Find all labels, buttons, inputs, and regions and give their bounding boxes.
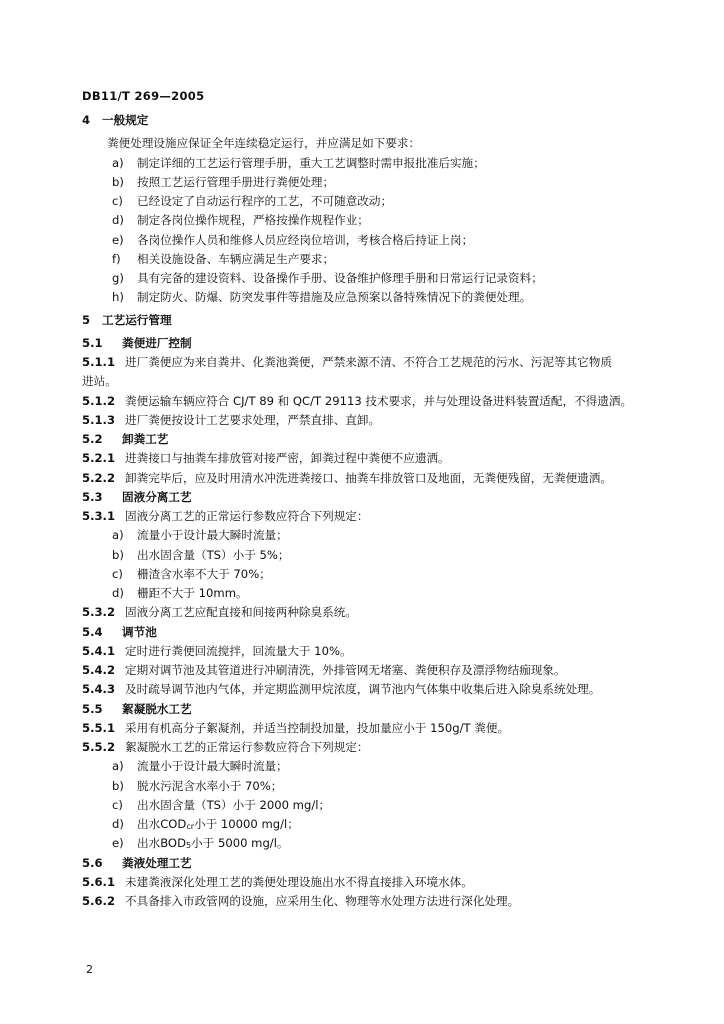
list-marker: c) [112, 194, 123, 208]
list-item [82, 250, 662, 269]
subsection-5-6-heading [82, 854, 662, 873]
list-text: 制定各岗位操作规程，严格按操作规程作业； [137, 213, 369, 228]
list-text: 出水固含量（TS）小于 5%； [137, 547, 290, 562]
page-number: 2 [86, 963, 93, 976]
list-marker: d) [112, 213, 124, 228]
clause-5-3-1 [82, 507, 662, 526]
section-title: 一般规定 [102, 113, 149, 127]
clause-5-1-2 [82, 392, 662, 411]
subsection-title: 粪便进厂控制 [122, 335, 192, 350]
subsection-5-2-heading [82, 430, 662, 449]
clause-number: 5.1.1 [82, 355, 116, 369]
document-body [82, 111, 662, 911]
subsection-5-1-heading [82, 334, 662, 353]
list-marker: a) [112, 155, 124, 170]
clause-number: 5.1.3 [82, 412, 116, 427]
clause-number: 5.4.3 [82, 682, 116, 697]
list-marker: b) [112, 778, 124, 793]
list-marker: b) [112, 174, 124, 189]
subsection-5-3-heading [82, 488, 662, 507]
list-text: 制定防火、防爆、防突发事件等措施及应急预案以备特殊情况下的粪便处理。 [137, 290, 532, 305]
list-text: 已经设定了自动运行程序的工艺，不可随意改动； [137, 194, 393, 208]
clause-5-4-3 [82, 680, 662, 699]
list-marker: b) [112, 547, 124, 562]
clause-text: 絮凝脱水工艺的正常运行参数应符合下列规定： [125, 740, 369, 754]
clause-5-2-1 [82, 449, 662, 468]
list-item [82, 269, 662, 288]
section-4-list [82, 154, 662, 308]
list-marker: d) [112, 817, 124, 831]
clause-number: 5.5.2 [82, 740, 116, 754]
list-item [82, 154, 662, 173]
list-marker: d) [112, 586, 124, 600]
clause-number: 5.4.1 [82, 643, 116, 658]
list-item [82, 815, 662, 834]
subsection-number: 5.6 [82, 855, 103, 870]
list-item [82, 526, 662, 545]
list-item [82, 288, 662, 307]
section-4-heading [82, 111, 662, 130]
clause-5-5-2 [82, 738, 662, 757]
clause-5-6-2 [82, 892, 662, 911]
list-item [82, 173, 662, 192]
list-text-post: 小于 5000 mg/l。 [191, 836, 289, 851]
list-text: 相关设施设备、车辆应满足生产要求； [137, 251, 335, 266]
list-text-post: 小于 10000 mg/l； [194, 817, 299, 831]
subsection-title: 调节池 [122, 624, 157, 639]
list-text: 脱水污泥含水率小于 70%； [137, 778, 283, 793]
list-text: 各岗位操作人员和维修人员应经岗位培训，考核合格后持证上岗； [137, 232, 474, 247]
standard-code: DB11/T 269—2005 [82, 89, 205, 103]
clause-5-5-1 [82, 719, 662, 738]
list-marker: e) [112, 836, 124, 851]
clause-number: 5.3.2 [82, 605, 116, 620]
list-text: 栅距不大于 10mm。 [137, 586, 248, 600]
clause-text: 进粪接口与抽粪车排放管对接严密，卸粪过程中粪便不应遗洒。 [125, 451, 450, 466]
clause-5-1-1 [82, 353, 662, 372]
clause-text: 粪便运输车辆应符合 CJ/T 89 和 QC/T 29113 技术要求，并与处理设备进料装置适配，不得遗洒。 [125, 393, 633, 408]
clause-5-5-2-list [82, 757, 662, 853]
clause-5-2-2 [82, 469, 662, 488]
subsection-number: 5.3 [82, 489, 103, 504]
subsection-5-5-heading [82, 700, 662, 719]
subscript: 5 [186, 841, 192, 851]
list-item [82, 796, 662, 815]
list-item [82, 211, 662, 230]
list-marker: g) [112, 271, 124, 285]
list-text: 流量小于设计最大瞬时流量； [137, 759, 288, 774]
list-text-pre: 出水COD [137, 817, 187, 831]
clause-5-4-2 [82, 661, 662, 680]
clause-number: 5.6.1 [82, 874, 116, 889]
list-item [82, 192, 662, 211]
list-text: 出水固含量（TS）小于 2000 mg/l； [137, 797, 331, 812]
subsection-number: 5.1 [82, 335, 103, 350]
list-text: 按照工艺运行管理手册进行粪便处理； [137, 174, 335, 189]
clause-number: 5.4.2 [82, 663, 116, 677]
subsection-title: 絮凝脱水工艺 [122, 701, 192, 716]
clause-5-1-3 [82, 411, 662, 430]
clause-text: 固液分离工艺的正常运行参数应符合下列规定： [125, 509, 369, 523]
subsection-number: 5.5 [82, 701, 103, 716]
list-text: 流量小于设计最大瞬时流量； [137, 528, 288, 543]
section-number: 5 [82, 312, 91, 327]
list-text: 具有完备的建设资料、设备操作手册、设备维护修理手册和日常运行记录资料； [137, 271, 543, 285]
clause-5-4-1 [82, 642, 662, 661]
list-item [82, 231, 662, 250]
subscript: cr [186, 822, 195, 831]
list-text: 制定详细的工艺运行管理手册，重大工艺调整时需申报批准后实施； [137, 155, 485, 170]
list-marker: h) [112, 290, 124, 305]
list-marker: a) [112, 528, 124, 543]
clause-number: 5.2.2 [82, 470, 116, 485]
clause-text: 固液分离工艺应配直接和间接两种除臭系统。 [125, 605, 357, 620]
clause-text: 定期对调节池及其管道进行冲刷清洗，外排管网无堵塞、粪便积存及漂浮物结痂现象。 [125, 663, 566, 677]
clause-text: 卸粪完毕后，应及时用清水冲洗进粪接口、抽粪车排放管口及地面，无粪便残留，无粪便遗洒。 [125, 470, 612, 485]
clause-text: 进厂粪便应为来自粪井、化粪池粪便，严禁来源不清、不符合工艺规范的污水、污泥等其它物质 [125, 355, 612, 369]
subsection-number: 5.4 [82, 624, 103, 639]
list-item [82, 777, 662, 796]
clause-text: 进厂粪便按设计工艺要求处理，严禁直排、直卸。 [125, 412, 381, 427]
clause-text: 不具备排入市政管网的设施，应采用生化、物理等水处理方法进行深化处理。 [125, 894, 520, 908]
subsection-title: 固液分离工艺 [122, 489, 192, 504]
clause-5-3-2 [82, 603, 662, 622]
list-item [82, 834, 662, 853]
section-4-intro: 粪便处理设施应保证全年连续稳定运行，并应满足如下要求： [107, 136, 421, 151]
list-item [82, 546, 662, 565]
list-marker: c) [112, 797, 123, 812]
list-marker: a) [112, 759, 124, 774]
subsection-5-4-heading [82, 623, 662, 642]
clause-text: 定时进行粪便回流搅拌，回流量大于 10%。 [125, 643, 352, 658]
section-title: 工艺运行管理 [102, 312, 172, 327]
section-5-heading [82, 311, 662, 330]
subsection-title: 粪液处理工艺 [122, 855, 192, 870]
subsection-title: 卸粪工艺 [122, 432, 169, 446]
clause-number: 5.2.1 [82, 451, 116, 466]
list-marker: f) [112, 251, 121, 266]
clause-5-6-1 [82, 873, 662, 892]
section-number: 4 [82, 113, 91, 127]
clause-number: 5.5.1 [82, 720, 116, 735]
clause-number: 5.3.1 [82, 509, 116, 523]
clause-text: 采用有机高分子絮凝剂，并适当控制投加量，投加量应小于 150g/T 粪便。 [125, 720, 510, 735]
clause-number: 5.1.2 [82, 393, 116, 408]
subsection-number: 5.2 [82, 432, 103, 446]
list-item [82, 584, 662, 603]
list-text: 栅渣含水率不大于 70%； [137, 566, 271, 581]
list-marker: c) [112, 566, 123, 581]
clause-text: 未建粪液深化处理工艺的粪便处理设施出水不得直接排入环境水体。 [125, 874, 473, 889]
list-text-pre: 出水BOD [137, 836, 186, 851]
clause-text: 及时疏导调节池内气体，并定期监测甲烷浓度，调节池内气体集中收集后进入除臭系统处理。 [125, 682, 601, 697]
clause-5-3-1-list [82, 526, 662, 603]
list-item [82, 757, 662, 776]
list-item [82, 565, 662, 584]
list-marker: e) [112, 232, 124, 247]
clause-5-1-1-continued: 进站。 [82, 374, 117, 389]
clause-number: 5.6.2 [82, 894, 116, 908]
